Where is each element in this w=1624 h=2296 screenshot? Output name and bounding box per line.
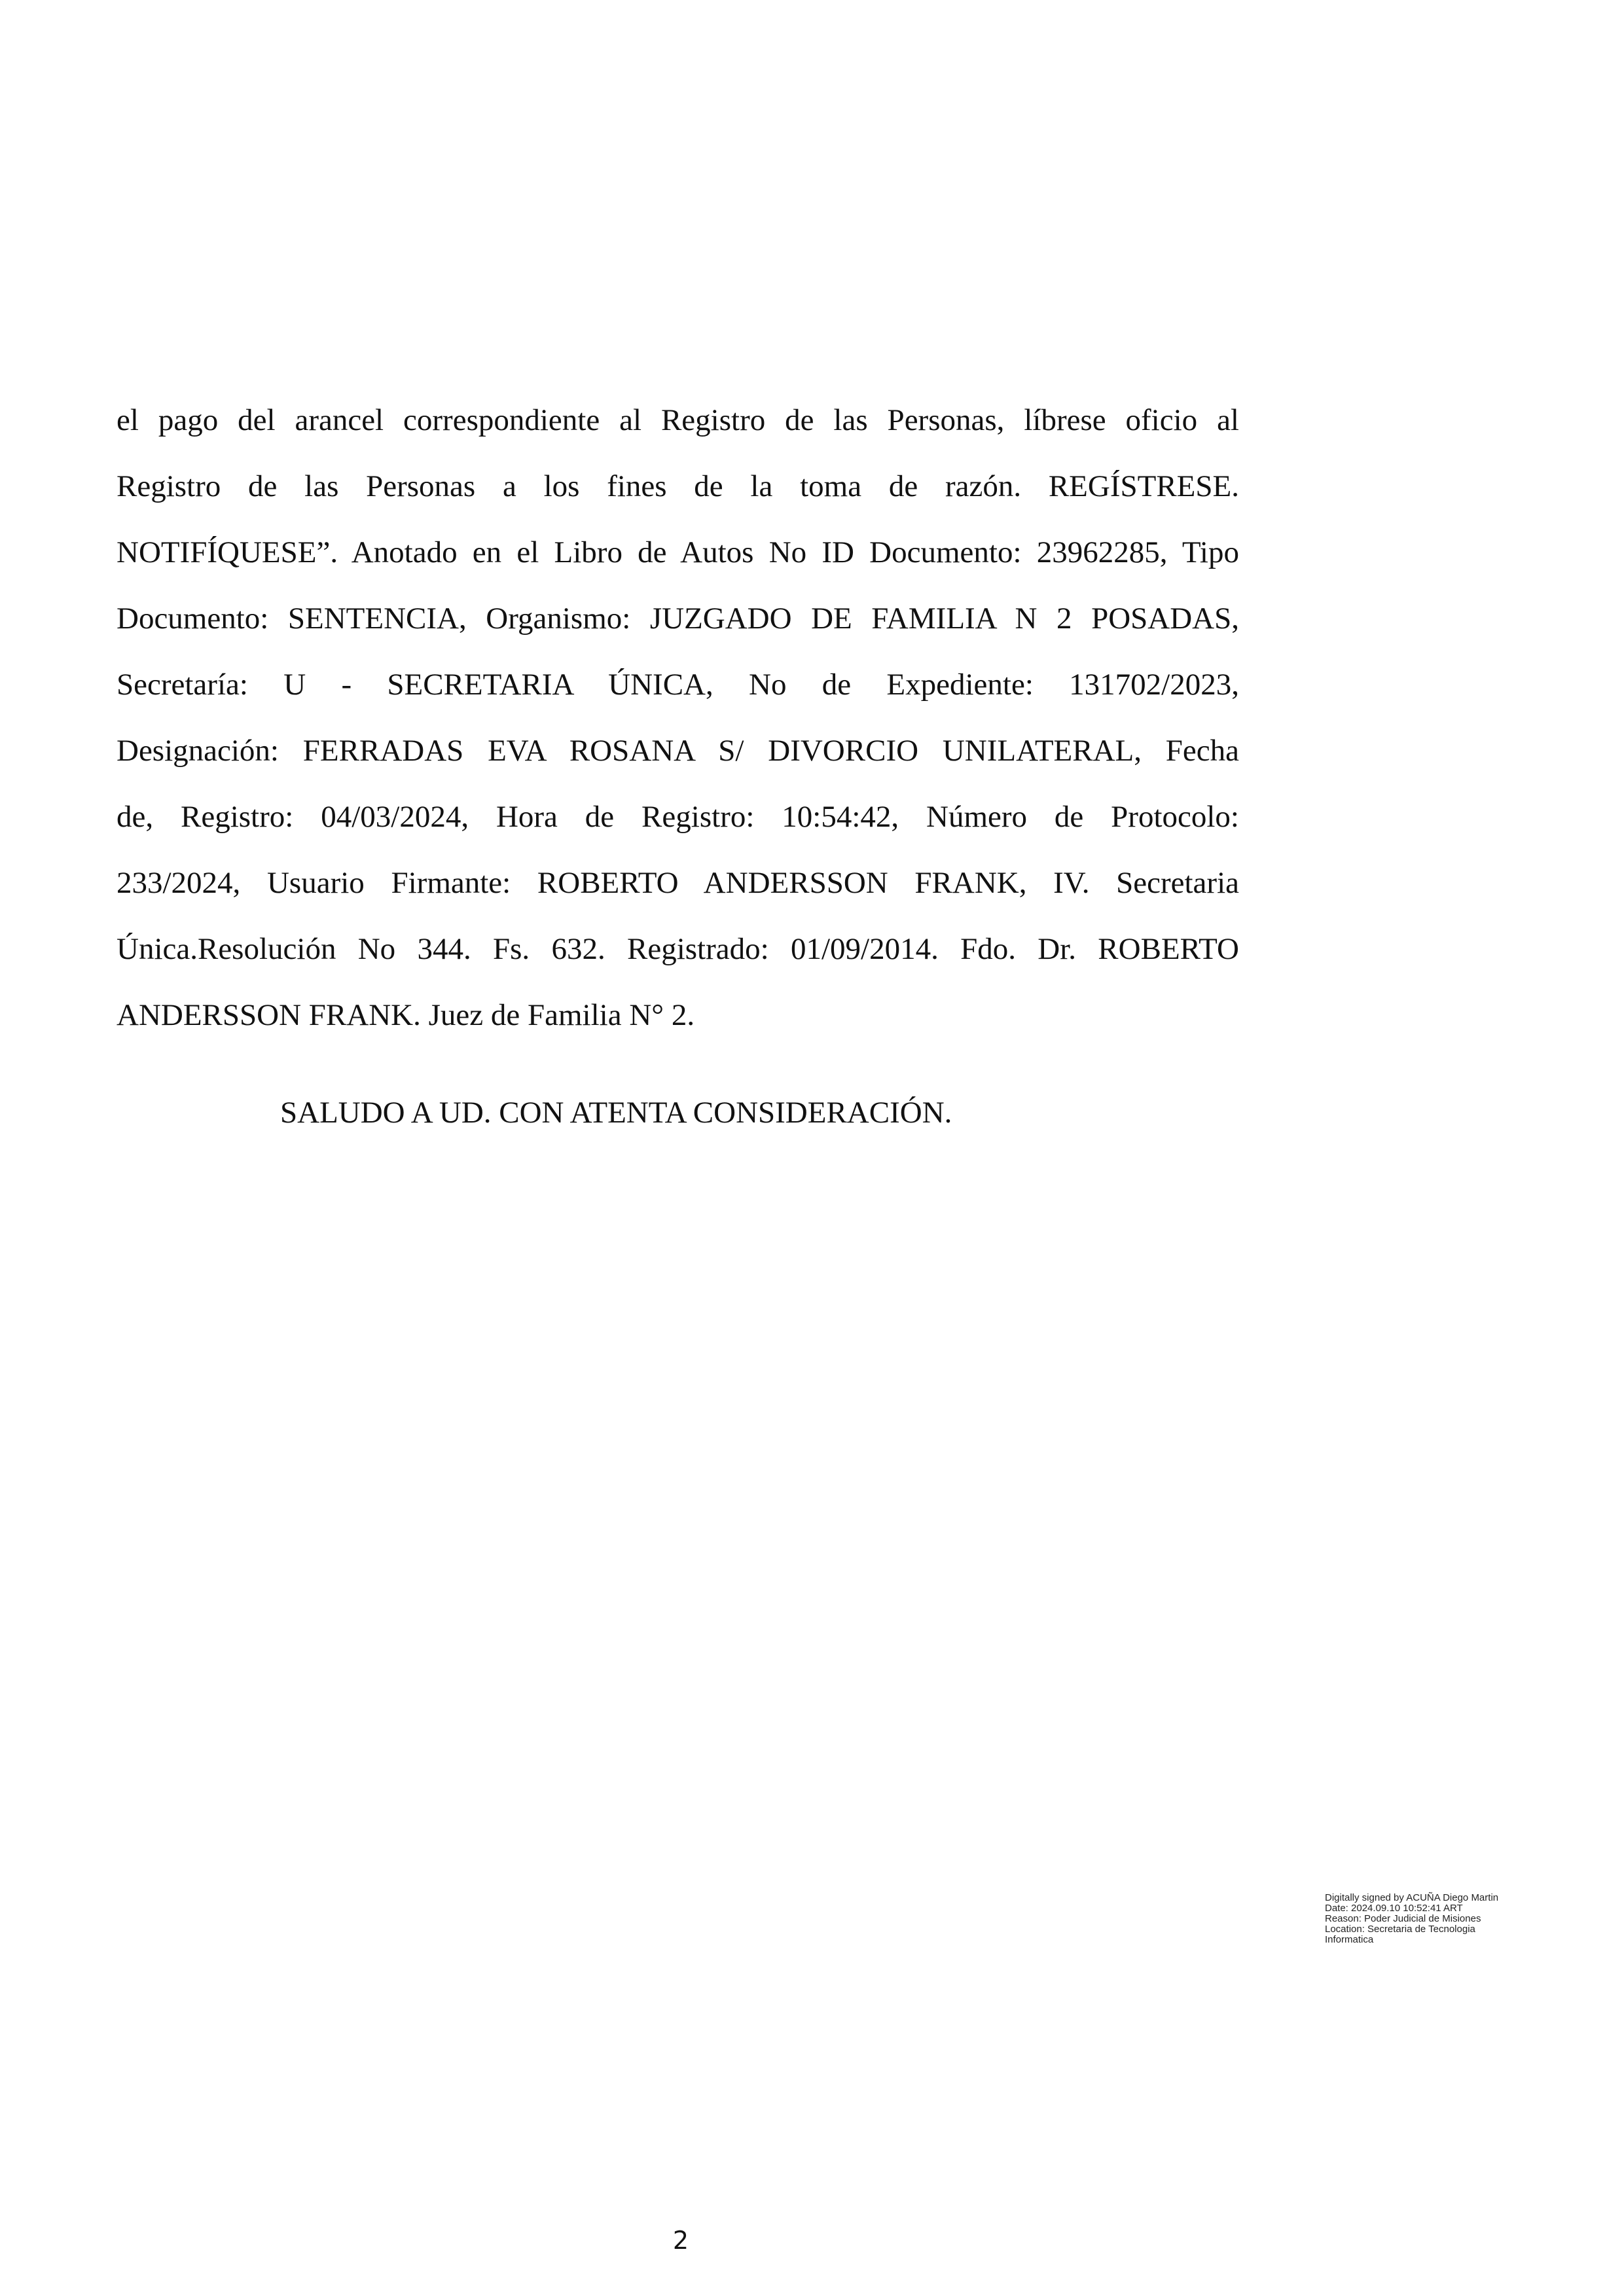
signature-location-cont: Informatica xyxy=(1325,1934,1374,1945)
body-line-5: Secretaría: U - SECRETARIA ÚNICA, No de Expediente: 131702/2023, xyxy=(117,668,1239,702)
digital-signature-block xyxy=(1325,1893,1600,1945)
page-number: 2 xyxy=(672,2226,689,2255)
body-paragraph xyxy=(117,387,1239,1049)
signature-location: Location: Secretaria de Tecnologia xyxy=(1325,1924,1475,1935)
signature-signed-by: Digitally signed by ACUÑA Diego Martin xyxy=(1325,1892,1499,1903)
body-line-10: ANDERSSON FRANK. Juez de Familia N° 2. xyxy=(117,998,695,1032)
salutation: SALUDO A UD. CON ATENTA CONSIDERACIÓN. xyxy=(280,1096,952,1130)
body-line-9: Única.Resolución No 344. Fs. 632. Registrado: 01/09/2014. Fdo. Dr. ROBERTO xyxy=(117,932,1239,966)
signature-reason: Reason: Poder Judicial de Misiones xyxy=(1325,1913,1481,1924)
body-line-1: el pago del arancel correspondiente al Registro de las Personas, líbrese oficio al xyxy=(117,403,1239,437)
body-line-6: Designación: FERRADAS EVA ROSANA S/ DIVORCIO UNILATERAL, Fecha xyxy=(117,734,1239,768)
body-line-3: NOTIFÍQUESE”. Anotado en el Libro de Autos No ID Documento: 23962285, Tipo xyxy=(117,535,1239,569)
body-line-8: 233/2024, Usuario Firmante: ROBERTO ANDERSSON FRANK, IV. Secretaria xyxy=(117,866,1239,900)
body-line-7: de, Registro: 04/03/2024, Hora de Registro: 10:54:42, Número de Protocolo: xyxy=(117,800,1239,834)
body-line-2: Registro de las Personas a los fines de la toma de razón. REGÍSTRESE. xyxy=(117,469,1239,503)
body-line-4: Documento: SENTENCIA, Organismo: JUZGADO DE FAMILIA N 2 POSADAS, xyxy=(117,601,1239,636)
signature-date: Date: 2024.09.10 10:52:41 ART xyxy=(1325,1903,1463,1914)
